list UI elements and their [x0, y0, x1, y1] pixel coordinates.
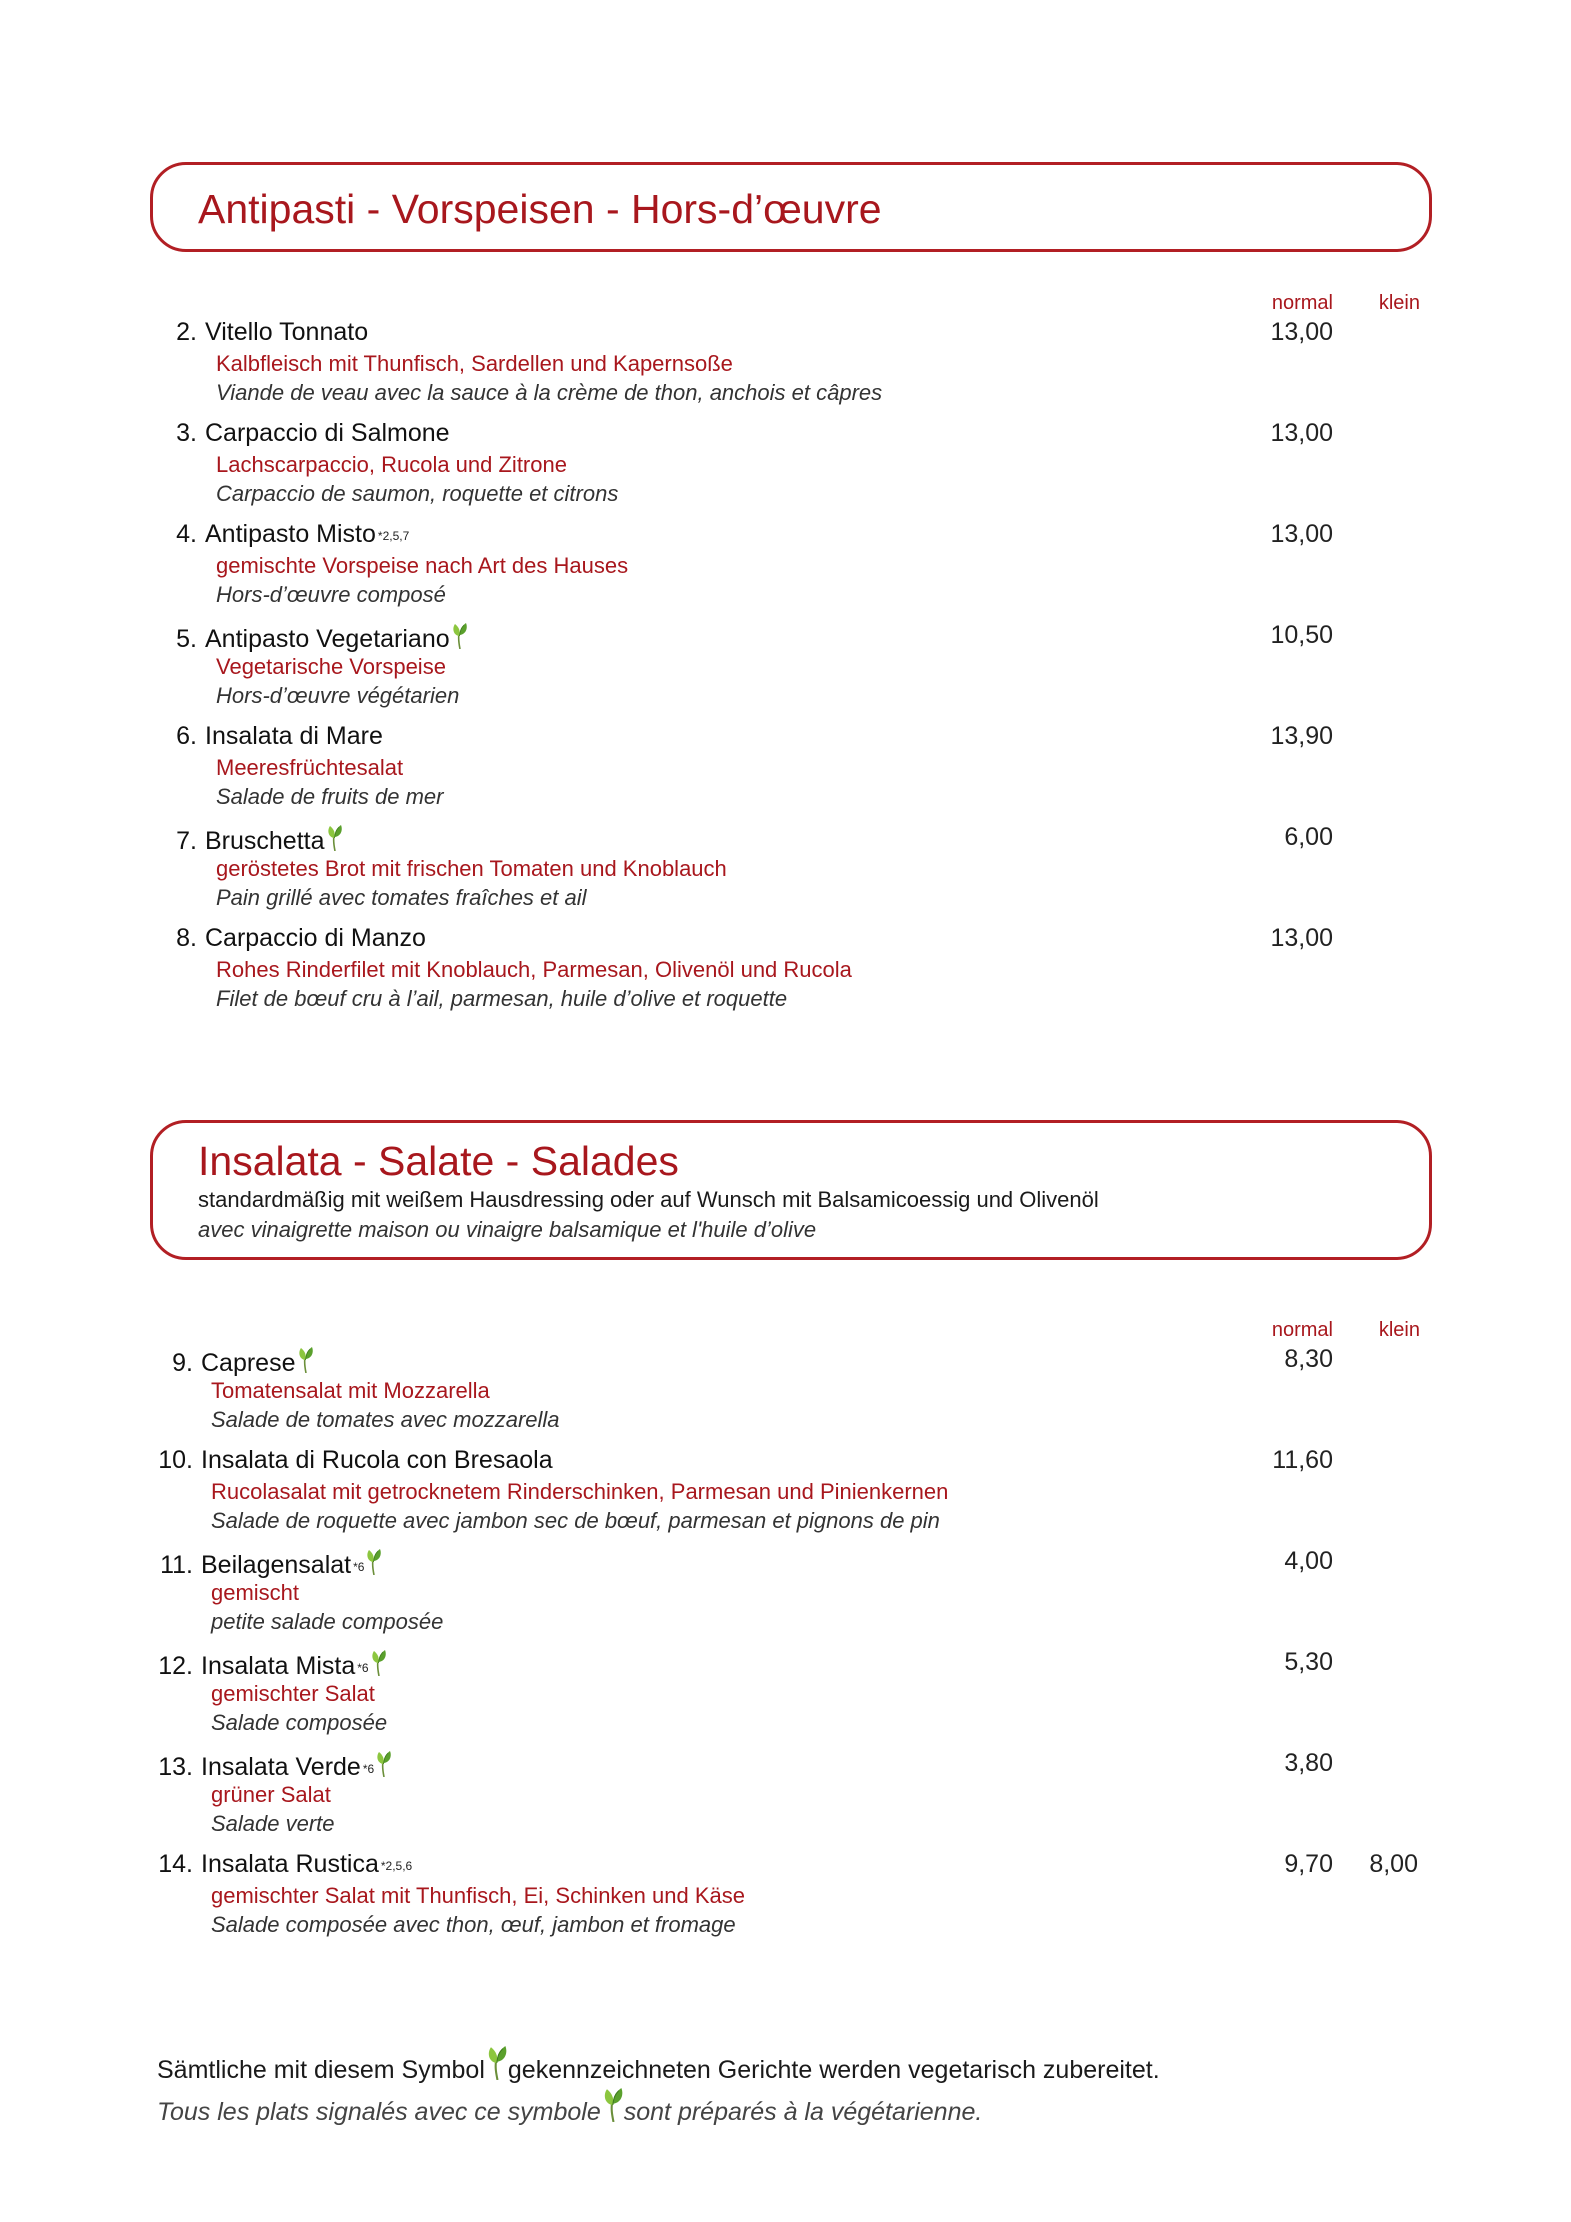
- item-title: [0, 1448, 553, 1473]
- menu-item: [0, 722, 1571, 822]
- menu-item: [0, 520, 1571, 620]
- item-description-fr: Filet de bœuf cru à l’ail, parmesan, huile d’olive et roquette: [216, 986, 788, 1011]
- item-description-de: grüner Salat: [211, 1782, 331, 1807]
- item-description-de: gemischte Vorspeise nach Art des Hauses: [216, 553, 629, 578]
- menu-item: [0, 419, 1571, 519]
- item-description-fr: Salade verte: [211, 1811, 335, 1836]
- menu-item: [0, 1648, 1571, 1748]
- item-number: 13.: [158, 1753, 193, 1781]
- item-description-de: Tomatensalat mit Mozzarella: [211, 1378, 490, 1403]
- menu-item: [0, 1345, 1571, 1445]
- item-price-normal: 6,00: [1284, 823, 1333, 851]
- item-name: Carpaccio di Manzo: [205, 924, 426, 952]
- vegetarian-leaf-icon: [601, 2098, 624, 2126]
- footer-text: gekennzeichneten Gerichte werden vegetarisch zubereitet.: [507, 2056, 1160, 2084]
- item-description-de: Kalbfleisch mit Thunfisch, Sardellen und Kapernsoße: [216, 351, 733, 376]
- section-header-antipasti: [150, 162, 1432, 252]
- menu-item: [0, 1446, 1571, 1546]
- item-description-fr: Viande de veau avec la sauce à la crème de thon, anchois et câpres: [216, 380, 883, 405]
- item-description-de: Rohes Rinderfilet mit Knoblauch, Parmesan, Olivenöl und Rucola: [216, 957, 852, 982]
- item-number: 8.: [176, 924, 197, 952]
- vegetarian-leaf-icon: [369, 1652, 387, 1680]
- item-description-fr: Pain grillé avec tomates fraîches et ail: [216, 885, 587, 910]
- section-subtitle-fr: avec vinaigrette maison ou vinaigre balsamique et l'huile d’olive: [198, 1217, 817, 1242]
- item-price-normal: 4,00: [1284, 1547, 1333, 1575]
- item-title: [0, 1549, 382, 1578]
- item-number: 9.: [172, 1349, 193, 1377]
- vegetarian-leaf-icon: [296, 1349, 314, 1377]
- column-header-normal: normal: [1271, 292, 1333, 314]
- item-price-normal: 13,00: [1270, 924, 1333, 952]
- menu-item: [0, 924, 1571, 1024]
- item-name: Bruschetta: [205, 827, 325, 855]
- item-title: [0, 1650, 387, 1679]
- item-price-normal: 13,00: [1270, 318, 1333, 346]
- column-header-klein: klein: [1378, 1319, 1420, 1341]
- item-price-normal: 13,90: [1270, 722, 1333, 750]
- section-title: Insalata - Salate - Salades: [198, 1138, 679, 1184]
- footer-note-fr: [157, 2088, 982, 2125]
- menu-item: [0, 1850, 1571, 1950]
- item-description-de: gemischt: [211, 1580, 300, 1605]
- item-description-fr: Hors-d’œuvre végétarien: [216, 683, 460, 708]
- item-allergens: *2,5,7: [377, 529, 410, 543]
- footer-text: Tous les plats signalés avec ce symbole: [157, 2098, 601, 2126]
- item-description-fr: Salade de tomates avec mozzarella: [211, 1407, 560, 1432]
- item-title: [0, 522, 409, 547]
- item-title: [0, 1751, 392, 1780]
- vegetarian-leaf-icon: [325, 827, 343, 855]
- item-description-de: Meeresfrüchtesalat: [216, 755, 404, 780]
- item-title: [0, 1852, 412, 1877]
- item-price-klein: 8,00: [1369, 1850, 1418, 1878]
- item-title: [0, 825, 343, 854]
- item-number: 5.: [176, 625, 197, 653]
- item-description-de: Rucolasalat mit getrocknetem Rinderschinken, Parmesan und Pinienkernen: [211, 1479, 949, 1504]
- item-title: [0, 926, 426, 951]
- vegetarian-leaf-icon: [485, 2056, 508, 2084]
- item-description-fr: Salade composée: [211, 1710, 388, 1735]
- item-price-normal: 3,80: [1284, 1749, 1333, 1777]
- item-title: [0, 623, 468, 652]
- footer-text: Sämtliche mit diesem Symbol: [157, 2056, 485, 2084]
- item-allergens: *6: [353, 1560, 365, 1574]
- menu-item: [0, 621, 1571, 721]
- item-name: Insalata di Mare: [205, 722, 383, 750]
- item-number: 10.: [158, 1446, 193, 1474]
- item-name: Insalata di Rucola con Bresaola: [201, 1446, 553, 1474]
- item-name: Vitello Tonnato: [205, 318, 369, 346]
- footer-note-de: [157, 2046, 1160, 2083]
- item-price-normal: 8,30: [1284, 1345, 1333, 1373]
- item-description-fr: Hors-d’œuvre composé: [216, 582, 446, 607]
- item-name: Insalata Verde: [201, 1753, 361, 1781]
- item-description-fr: Salade de fruits de mer: [216, 784, 444, 809]
- item-name: Antipasto Misto: [205, 520, 376, 548]
- item-name: Beilagensalat: [201, 1551, 352, 1579]
- section-subtitle-de: standardmäßig mit weißem Hausdressing oder auf Wunsch mit Balsamicoessig und Olivenöl: [198, 1187, 1099, 1212]
- item-description-fr: petite salade composée: [211, 1609, 444, 1634]
- item-price-normal: 11,60: [1272, 1446, 1333, 1474]
- item-name: Carpaccio di Salmone: [205, 419, 450, 447]
- item-price-normal: 10,50: [1270, 621, 1333, 649]
- vegetarian-leaf-icon: [374, 1753, 392, 1781]
- item-name: Antipasto Vegetariano: [205, 625, 450, 653]
- menu-item: [0, 1749, 1571, 1849]
- item-name: Caprese: [201, 1349, 296, 1377]
- item-name: Insalata Mista: [201, 1652, 356, 1680]
- vegetarian-leaf-icon: [364, 1551, 382, 1579]
- item-number: 12.: [158, 1652, 193, 1680]
- section-title: Antipasti - Vorspeisen - Hors-d’œuvre: [198, 186, 882, 232]
- item-price-normal: 13,00: [1270, 419, 1333, 447]
- item-allergens: *6: [362, 1762, 375, 1776]
- item-description-fr: Salade de roquette avec jambon sec de bœuf, parmesan et pignons de pin: [211, 1508, 940, 1533]
- item-description-de: geröstetes Brot mit frischen Tomaten und Knoblauch: [216, 856, 727, 881]
- item-number: 6.: [176, 722, 197, 750]
- item-number: 3.: [176, 419, 197, 447]
- item-price-normal: 13,00: [1270, 520, 1333, 548]
- item-description-de: Lachscarpaccio, Rucola und Zitrone: [216, 452, 567, 477]
- item-name: Insalata Rustica: [201, 1850, 379, 1878]
- item-title: [0, 320, 368, 345]
- item-price-normal: 9,70: [1284, 1850, 1333, 1878]
- item-number: 7.: [176, 827, 197, 855]
- item-number: 11.: [160, 1551, 193, 1579]
- column-header-normal: normal: [1271, 1319, 1333, 1341]
- menu-item: [0, 1547, 1571, 1647]
- item-description-de: gemischter Salat: [211, 1681, 375, 1706]
- item-title: [0, 724, 383, 749]
- item-number: 2.: [176, 318, 197, 346]
- item-description-fr: Salade composée avec thon, œuf, jambon et fromage: [211, 1912, 736, 1937]
- item-description-de: gemischter Salat mit Thunfisch, Ei, Schinken und Käse: [211, 1883, 745, 1908]
- vegetarian-leaf-icon: [450, 625, 468, 653]
- menu-item: [0, 823, 1571, 923]
- item-number: 14.: [158, 1850, 193, 1878]
- item-number: 4.: [176, 520, 197, 548]
- item-description-de: Vegetarische Vorspeise: [216, 654, 446, 679]
- item-description-fr: Carpaccio de saumon, roquette et citrons: [216, 481, 619, 506]
- footer-text: sont préparés à la végétarienne.: [623, 2098, 983, 2126]
- menu-item: [0, 318, 1571, 418]
- item-title: [0, 421, 450, 446]
- item-price-normal: 5,30: [1284, 1648, 1333, 1676]
- column-header-klein: klein: [1378, 292, 1420, 314]
- section-header-insalata: [150, 1120, 1432, 1260]
- item-allergens: *6: [357, 1661, 369, 1675]
- item-title: [0, 1347, 314, 1376]
- item-allergens: *2,5,6: [380, 1859, 413, 1873]
